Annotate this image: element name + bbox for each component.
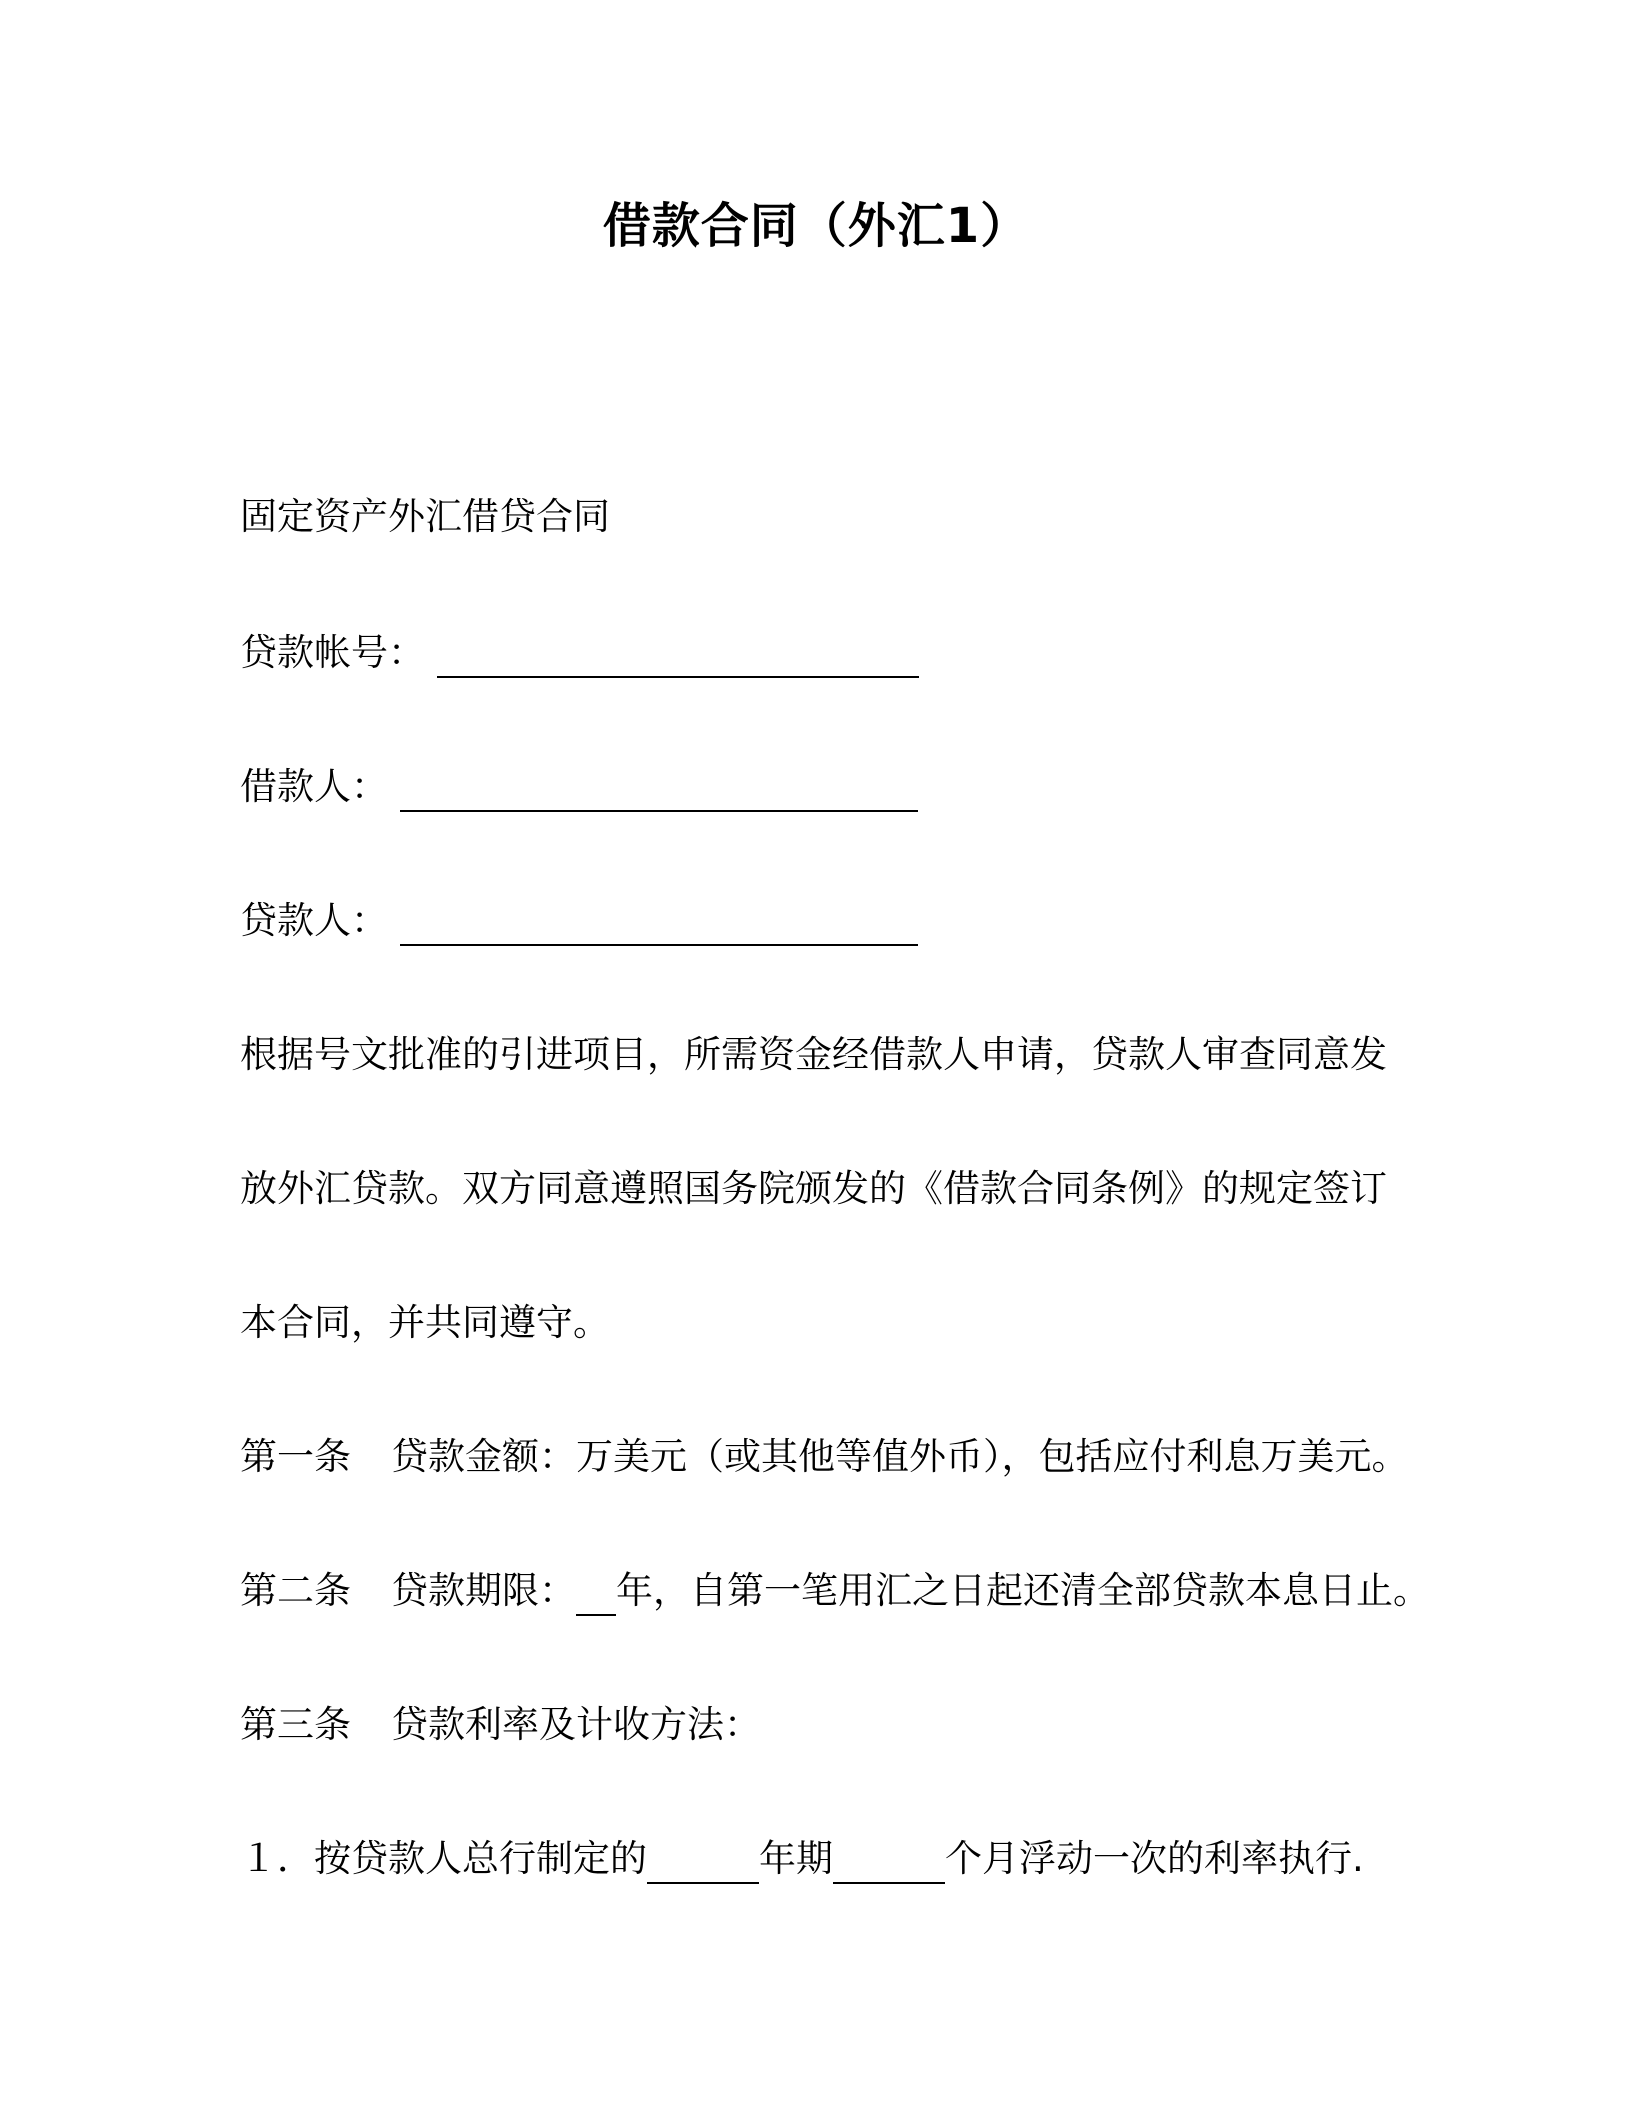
rate-years-blank: [647, 1838, 759, 1884]
article-3-text: 贷款利率及计收方法：: [391, 1703, 761, 1746]
borrower-row: [240, 762, 918, 812]
article-3-number: 第三条: [240, 1703, 351, 1746]
article-2-number: 第二条: [240, 1569, 351, 1612]
item-1-text-3: 个月浮动一次的利率执行.: [945, 1837, 1364, 1880]
article-2: [240, 1566, 1430, 1616]
article-2-text-before: 贷款期限：: [391, 1569, 576, 1612]
article-1-text: 贷款金额：万美元（或其他等值外币），包括应付利息万美元。: [391, 1435, 1409, 1478]
article-2-text-after: 年，自第一笔用汇之日起还清全部贷款本息日止。: [616, 1569, 1430, 1612]
lender-row: [240, 896, 918, 946]
document-title: 借款合同（外汇1）: [602, 198, 1030, 254]
lender-label: 贷款人：: [240, 899, 388, 942]
loan-account-label: 贷款帐号：: [240, 631, 425, 674]
article-1-number: 第一条: [240, 1435, 351, 1478]
loan-account-row: [240, 628, 919, 678]
article-3: [240, 1700, 761, 1750]
rate-months-blank: [833, 1838, 945, 1884]
borrower-label: 借款人：: [240, 765, 388, 808]
lender-blank: [400, 900, 918, 946]
preamble-line-2: 放外汇贷款。双方同意遵照国务院颁发的《借款合同条例》的规定签订: [240, 1167, 1387, 1210]
loan-account-blank: [437, 632, 919, 678]
term-years-blank: [576, 1570, 616, 1616]
article-1: [240, 1432, 1409, 1482]
item-1: [240, 1834, 1364, 1884]
item-1-text-2: 年期: [759, 1837, 833, 1880]
preamble-line-3: 本合同，并共同遵守。: [240, 1301, 610, 1344]
preamble-line-1: 根据号文批准的引进项目，所需资金经借款人申请，贷款人审查同意发: [240, 1033, 1387, 1076]
document-subtitle: 固定资产外汇借贷合同: [240, 495, 610, 538]
borrower-blank: [400, 766, 918, 812]
item-1-text-1: １．按贷款人总行制定的: [240, 1837, 647, 1880]
